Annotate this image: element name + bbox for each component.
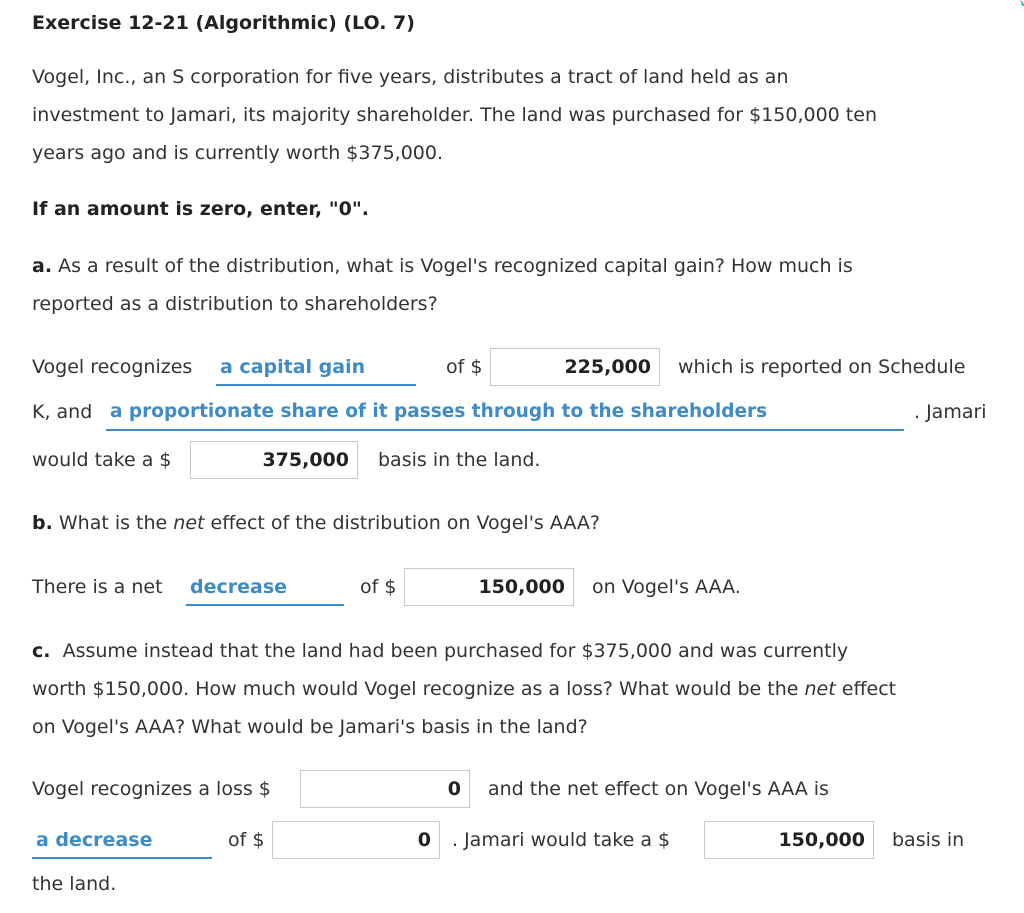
- part-c-label: c.: [32, 640, 51, 662]
- part-b-question-post: effect of the distribution on Vogel's AAA?: [210, 512, 600, 534]
- part-a-text-5: . Jamari: [914, 401, 987, 423]
- exercise-title: Exercise 12-21 (Algorithmic) (LO. 7): [32, 12, 415, 34]
- part-b-label: b.: [32, 512, 53, 534]
- part-a-text-6: would take a $: [32, 449, 172, 471]
- intro-line-1: Vogel, Inc., an S corporation for five years, distributes a tract of land held as an: [32, 66, 789, 88]
- part-a-text-7: basis in the land.: [378, 449, 541, 471]
- part-b-text-2: of $: [360, 576, 397, 598]
- part-a-text-2: of $: [446, 356, 483, 378]
- part-b-text-3: on Vogel's AAA.: [592, 576, 741, 598]
- part-a-text-1: Vogel recognizes: [32, 356, 193, 378]
- part-b-question: [32, 504, 600, 542]
- part-c-line-2-post: effect: [841, 678, 897, 700]
- distribution-select[interactable]: a proportionate share of it passes through to the shareholders: [106, 399, 904, 431]
- part-b-question-pre: What is the: [58, 512, 168, 534]
- jamari-basis-input[interactable]: 375,000: [190, 441, 358, 479]
- zero-instruction: If an amount is zero, enter, "0".: [32, 198, 369, 220]
- part-c-text-5: basis in: [892, 829, 965, 851]
- capital-gain-input[interactable]: 225,000: [490, 348, 660, 386]
- part-a-question-line-2: reported as a distribution to shareholders?: [32, 293, 438, 315]
- part-a-question-text: As a result of the distribution, what is Vogel's recognized capital gain? How much is: [58, 255, 853, 277]
- part-c-text-4: . Jamari would take a $: [452, 829, 671, 851]
- part-b-question-emphasis: net: [173, 512, 205, 534]
- aaa-effect-select[interactable]: decrease: [186, 574, 344, 606]
- part-b-text-1: There is a net: [32, 576, 163, 598]
- aaa-net-effect-input[interactable]: 0: [272, 821, 440, 859]
- jamari-basis-loss-input[interactable]: 150,000: [704, 821, 874, 859]
- capital-gain-select[interactable]: a capital gain: [216, 354, 416, 386]
- part-c-text-6: the land.: [32, 873, 117, 895]
- part-a-question: [32, 247, 853, 323]
- part-a-text-4: K, and: [32, 401, 93, 423]
- scroll-corner-indicator: [1018, 0, 1024, 6]
- part-c-line-1-text: Assume instead that the land had been purchased for $375,000 and was currently: [62, 640, 849, 662]
- intro-paragraph: [32, 58, 877, 172]
- part-c-question: [32, 632, 896, 746]
- part-a-text-3: which is reported on Schedule: [678, 356, 966, 378]
- intro-line-3: years ago and is currently worth $375,000.: [32, 142, 444, 164]
- part-c-question-line-1: [32, 632, 896, 670]
- part-c-question-line-3: on Vogel's AAA? What would be Jamari's basis in the land?: [32, 716, 588, 738]
- part-a-label: a.: [32, 255, 53, 277]
- aaa-amount-input[interactable]: 150,000: [404, 568, 574, 606]
- part-c-text-3: of $: [228, 829, 265, 851]
- loss-input[interactable]: 0: [300, 770, 470, 808]
- intro-line-2: investment to Jamari, its majority shareholder. The land was purchased for $150,000 ten: [32, 104, 877, 126]
- part-c-line-2-emphasis: net: [804, 678, 836, 700]
- aaa-change-select[interactable]: a decrease: [32, 827, 212, 859]
- part-c-question-line-2: [32, 670, 896, 708]
- part-c-text-1: Vogel recognizes a loss $: [32, 778, 271, 800]
- part-c-text-2: and the net effect on Vogel's AAA is: [488, 778, 829, 800]
- part-c-line-2-pre: worth $150,000. How much would Vogel recognize as a loss? What would be the: [32, 678, 799, 700]
- part-a-question-line-1: [32, 247, 853, 285]
